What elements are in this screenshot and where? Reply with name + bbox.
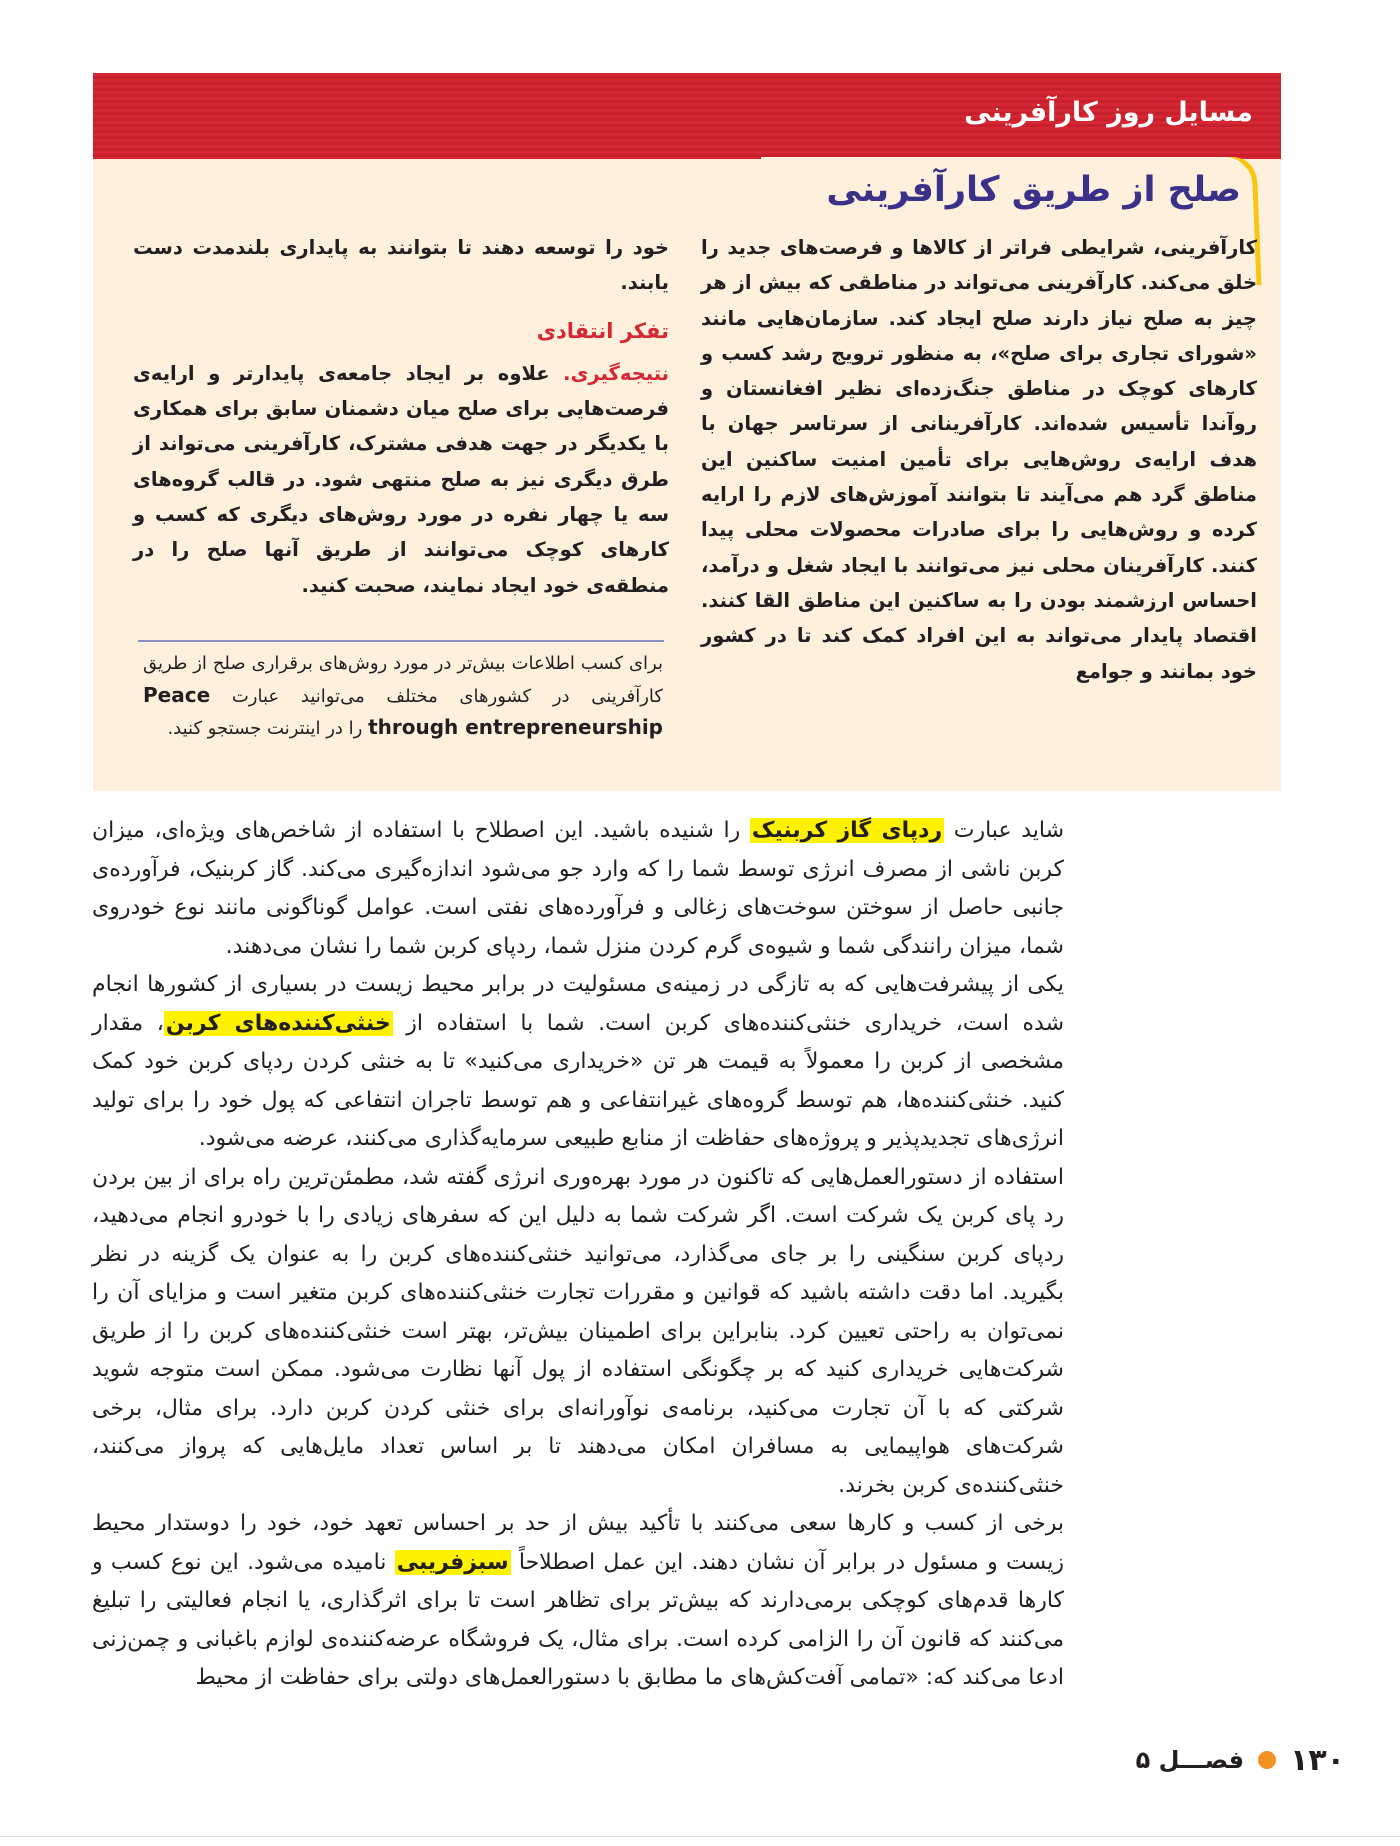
box-title: صلح از طریق کارآفرینی [826, 170, 1241, 210]
paragraph-guidelines: استفاده از دستورالعمل‌هایی که تاکنون در مورد بهره‌وری انرژی گفته شد، مطمئن‌ترین راه برای از بین بردن رد پای کربن یک شرکت است. اگر شرکت شما به دلیل این که سفرهای زیادی را با خودرو انجام می‌دهید، ردپای کربن سنگینی را بر جای می‌گذارد، می‌توانید خنثی‌کننده‌های کربن را به عنوان یک گزینه در نظر بگیرید. اما دقت داشته باشید که قوانین و مقررات تجارت خنثی‌کننده‌های کربن متغیر است و مزایای آن را نمی‌توان به راحتی تعیین کرد. بنابراین برای اطمینان بیش‌تر، بهتر است خنثی‌کننده‌های کربن را از طریق شرکت‌هایی خریداری کنید که بر چگونگی استفاده از پول آنها نظارت می‌شود. ممکن است متوجه شوید شرکتی که با آن تجارت می‌کنید، برنامه‌ی نوآورانه‌ای برای خنثی کردن کربن دارد. برای مثال، برخی شرکت‌های هواپیمایی به مسافران امکان می‌دهند تا بر اساس تعداد مایل‌هایی که پرواز می‌کنند، خنثی‌کننده‌ی کربن بخرند. [92, 1164, 1064, 1498]
critical-thinking-heading: تفکر انتقادی [536, 318, 669, 343]
box-left-column [133, 230, 669, 603]
box-right-column [701, 230, 1257, 689]
box-body-text: کارآفرینی، شرایطی فراتر از کالاها و فرصت‌های جدید را خلق می‌کند. کارآفرینی می‌تواند در مناطقی که بیش از هر چیز به صلح نیاز دارند صلح ایجاد کند. سازمان‌هایی مانند «شورای تجاری برای صلح»، به منظور ترویج رشد کسب و کارهای کوچک در مناطق جنگ‌زده‌ای نظیر افغانستان و روآندا تأسیس شده‌اند. کارآفرینانی از سرتاسر جهان با هدف ارایه‌ی روش‌هایی برای تأمین امنیت ساکنین این مناطق گرد هم می‌آیند تا بتوانند آموزش‌های لازم را ارایه کرده و روش‌هایی را برای صادرات محصولات محلی پیدا کنند. کارآفرینان محلی نیز می‌توانند با ایجاد شغل و درآمد، احساس ارزشمند بودن را به ساکنین این مناطق القا کنند. اقتصاد پایدار می‌تواند به این افراد کمک کند تا در کشور خود بمانند و جوامع [701, 236, 1257, 683]
paragraph-greenwashing [92, 1505, 1064, 1698]
header-banner [93, 73, 1281, 159]
text-run: را شنیده باشید. این اصطلاح با استفاده از شاخص‌های ویژه‌ای، میزان کربن ناشی از مصرف انرژی توسط شما را که وارد جو می‌شود اندازه‌گیری می‌کند. گاز کربنیک، فرآورده‌ی جانبی حاصل از سوختن سوخت‌های زغالی و فرآورده‌های نفتی است. عوامل گوناگونی مانند نوع خودروی شما، میزان رانندگی شما و شیوه‌ی گرم کردن منزل شما، ردپای کربن شما را نشان می‌دهند. [92, 818, 1064, 959]
note-divider [138, 640, 664, 642]
text-run: شاید عبارت [944, 818, 1065, 843]
orange-dot-icon [1258, 1751, 1276, 1769]
note-text: برای کسب اطلاعات بیش‌تر در مورد روش‌های برقراری صلح از طریق کارآفرینی در کشورهای مختلف می‌توانید عبارت [143, 653, 663, 707]
text-run: یکی از پیشرفت‌هایی که به تازگی در زمینه‌ی مسئولیت در برابر محیط زیست در بسیاری از کشورها انجام شده است، خریداری خنثی‌کننده‌های کربن است. شما با استفاده از [92, 972, 1065, 1036]
term-carbon-footprint: ردپای گاز کربنیک [751, 818, 943, 843]
web-search-note [143, 648, 663, 745]
conclusion-paragraph [133, 356, 669, 603]
series-title: مسایل روز کارآفرینی [964, 97, 1253, 128]
page-footer [1136, 1740, 1345, 1780]
main-text [92, 812, 1064, 1698]
text-run: برخی از کسب و کارها سعی می‌کنند با تأکید بیش از حد بر احساس تعهد خود، خود را دوستدار محیط زیست و مسئول در برابر آن نشان دهند. این عمل اصطلاحاً [92, 1511, 1064, 1575]
conclusion-text: علاوه بر ایجاد جامعه‌ی پایدارتر و ارایه‌ی فرصت‌هایی برای صلح میان دشمنان سابق برای همکاری با یکدیگر در جهت هدفی مشترک، کارآفرینی می‌تواند از طرق دیگری نیز به صلح منتهی شود. در قالب گروه‌های سه یا چهار نفره در مورد روش‌های دیگری که کسب و کارهای کوچک می‌توانند از طریق آنها صلح را در منطقه‌ی خود ایجاد نمایند، صحبت کنید. [133, 361, 669, 597]
paragraph-carbon-footprint [92, 812, 1064, 966]
note-text-end: را در اینترنت جستجو کنید. [167, 718, 369, 739]
chapter-label: فصـــل ۵ [1135, 1746, 1245, 1774]
box-intro-text: خود را توسعه دهند تا بتوانند به پایداری بلندمدت دست یابند. [133, 236, 669, 295]
paragraph-carbon-offsets [92, 966, 1064, 1159]
text-run: نامیده می‌شود. این نوع کسب و کارها قدم‌های کوچکی برمی‌دارند که بیش‌تر برای تظاهر است تا برای اثرگذاری، یا انجام فعالیتی را تبلیغ می‌کنند که قانون آن را الزامی کرده است. برای مثال، یک فروشگاه عرضه‌کننده‌ی لوازم باغبانی و چمن‌زنی ادعا می‌کند که: «تمامی آفت‌کش‌های ما مطابق با دستورالعمل‌های دولتی برای حفاظت از محیط [92, 1549, 1064, 1690]
page-number: ۱۳۰ [1290, 1742, 1345, 1778]
note-search-phrase: Peace through entrepreneurship [143, 682, 663, 739]
conclusion-label: نتیجه‌گیری. [563, 361, 669, 385]
term-carbon-offsets: خنثی‌کننده‌های کربن [165, 1010, 391, 1036]
text-run: ، مقدار مشخصی از کربن را معمولاً به قیمت هر تن «خریداری می‌کنید» تا به خنثی کردن ردپای کربن خود کمک کنید. خنثی‌کننده‌ها، هم توسط گروه‌های غیرانتفاعی و هم توسط تاجران انتفاعی که پول خود را برای تولید انرژی‌های تجدیدپذیر و پروژه‌های حفاظت از منابع طبیعی سرمایه‌گذاری می‌کنند، عرضه می‌شود. [92, 1010, 1064, 1151]
term-greenwashing: سبزفریبی [396, 1549, 509, 1575]
sidebar-box [93, 73, 1281, 791]
bottom-rule [0, 1836, 1400, 1837]
